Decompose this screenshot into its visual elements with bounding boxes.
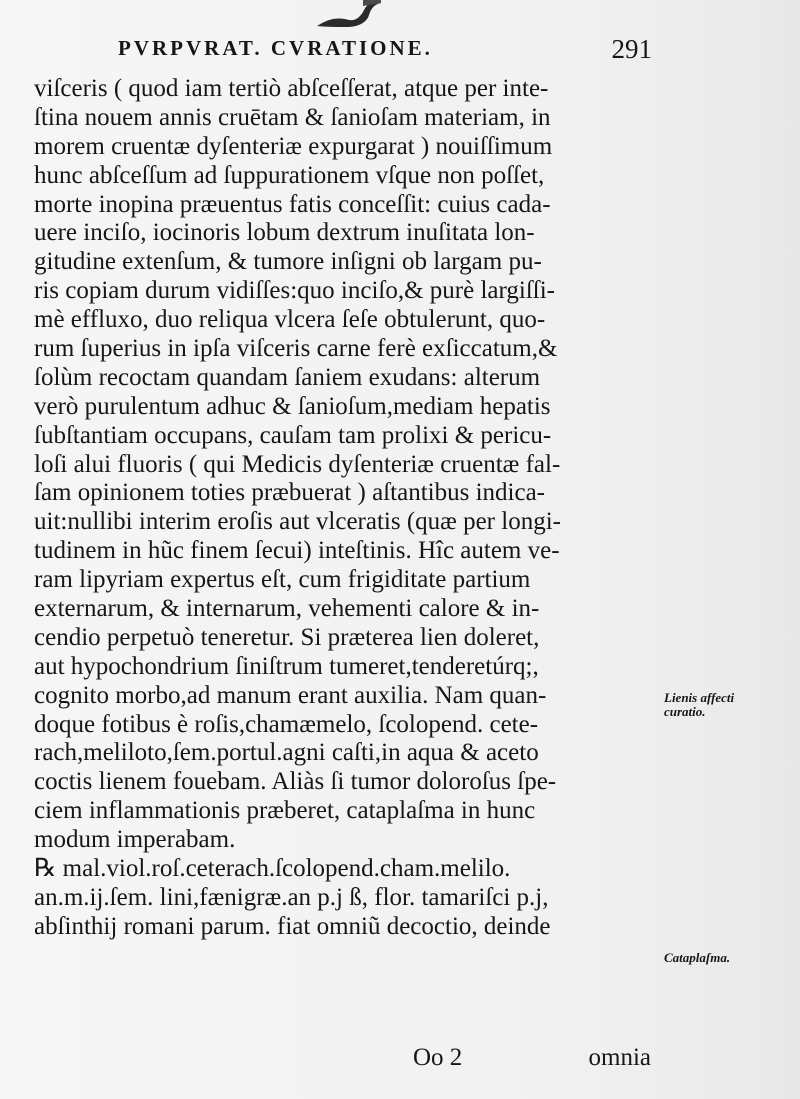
text-line: mè effluxo, duo reliqua vlcera ſeſe obtulerunt, quo- (34, 306, 546, 334)
page-header (118, 36, 658, 66)
text-line: modum imperabam. (34, 826, 236, 854)
text-line: gitudine extenſum, & tumore inſigni ob largam pu- (34, 248, 542, 276)
text-line: ſubſtantiam occupans, cauſam tam prolixi & pericu- (34, 421, 552, 449)
text-line: hunc abſceſſum ad ſuppurationem vſque non poſſet, (34, 161, 545, 189)
text-line: ℞ mal.viol.roſ.ceterach.ſcolopend.cham.melilo. (34, 855, 511, 883)
page-footer (413, 1044, 663, 1074)
text-line: doque fotibus è roſis,chamæmelo, ſcolopend. cete- (34, 710, 539, 738)
margin-note-lienis (664, 691, 734, 719)
text-line: cognito morbo,ad manum erant auxilia. Nam quan- (34, 681, 547, 709)
text-line: uere inciſo, iocinoris lobum dextrum inuſitata lon- (34, 219, 535, 247)
text-line: coctis lienem fouebam. Aliàs ſi tumor doloroſus ſpe- (34, 768, 557, 796)
text-line: an.m.ij.ſem. lini,fænigræ.an p.j ß, flor. tamariſci p.j, (34, 883, 549, 911)
margin-note-lienis-subtitle: curatio. (664, 704, 706, 719)
text-line: ſtina nouem annis cruētam & ſanioſam materiam, in (34, 103, 551, 131)
text-line: verò purulentum adhuc & ſanioſum,mediam hepatis (34, 392, 551, 420)
text-line: ſolùm recoctam quandam ſaniem exudans: alterum (34, 363, 541, 391)
text-line: rach,meliloto,ſem.portul.agni caſti,in aqua & aceto (34, 739, 539, 767)
text-line: ris copiam durum vidiſſes:quo inciſo,& purè largiſſi- (34, 277, 555, 305)
main-text-block (34, 75, 654, 942)
text-line: externarum, & internarum, vehementi calore & in- (34, 595, 540, 623)
text-line: cendio perpetuò teneretur. Si præterea lien doleret, (34, 623, 540, 651)
signature-mark: Oo 2 (413, 1044, 463, 1071)
text-line: ciem inflammationis præberet, cataplaſma in hunc (34, 797, 536, 825)
text-line: loſi alui fluoris ( qui Medicis dyſenteriæ cruentæ fal- (34, 450, 561, 478)
text-line: aut hypochondrium ſiniſtrum tumeret,tenderetúrq;, (34, 652, 539, 680)
text-line: viſceris ( quod iam tertiò abſceſſerat, atque per inte- (34, 75, 549, 102)
text-line: ram lipyriam expertus eſt, cum frigiditate partium (34, 566, 531, 594)
catchword: omnia (588, 1044, 651, 1071)
page-number: 291 (611, 34, 652, 64)
text-line: abſinthij romani parum. fiat omniũ decoctio, deinde (34, 912, 551, 940)
text-line: ſam opinionem toties præbuerat ) aſtantibus indica- (34, 479, 545, 507)
faint-showthrough-top (722, 226, 800, 265)
margin-note-lienis-title: Lienis affecti (664, 690, 735, 705)
text-line: rum ſuperius in ipſa viſceris carne ferè exſiccatum,& (34, 335, 558, 363)
text-line: morem cruentæ dyſenteriæ expurgarat ) nouiſſimum (34, 132, 553, 160)
text-line: uit:nullibi interim eroſis aut vlceratis (quæ per longi- (34, 508, 561, 536)
text-line: tudinem in hũc finem ſecui) inteſtinis. Hîc autem ve- (34, 537, 560, 565)
page-top-ornament (315, 0, 385, 28)
running-head: PVRPVRAT. CVRATIONE. (118, 36, 433, 60)
text-line: morte inopina præuentus fatis conceſſit: cuius cada- (34, 190, 551, 218)
margin-note-cataplasma: Cataplaſma. (664, 950, 731, 965)
